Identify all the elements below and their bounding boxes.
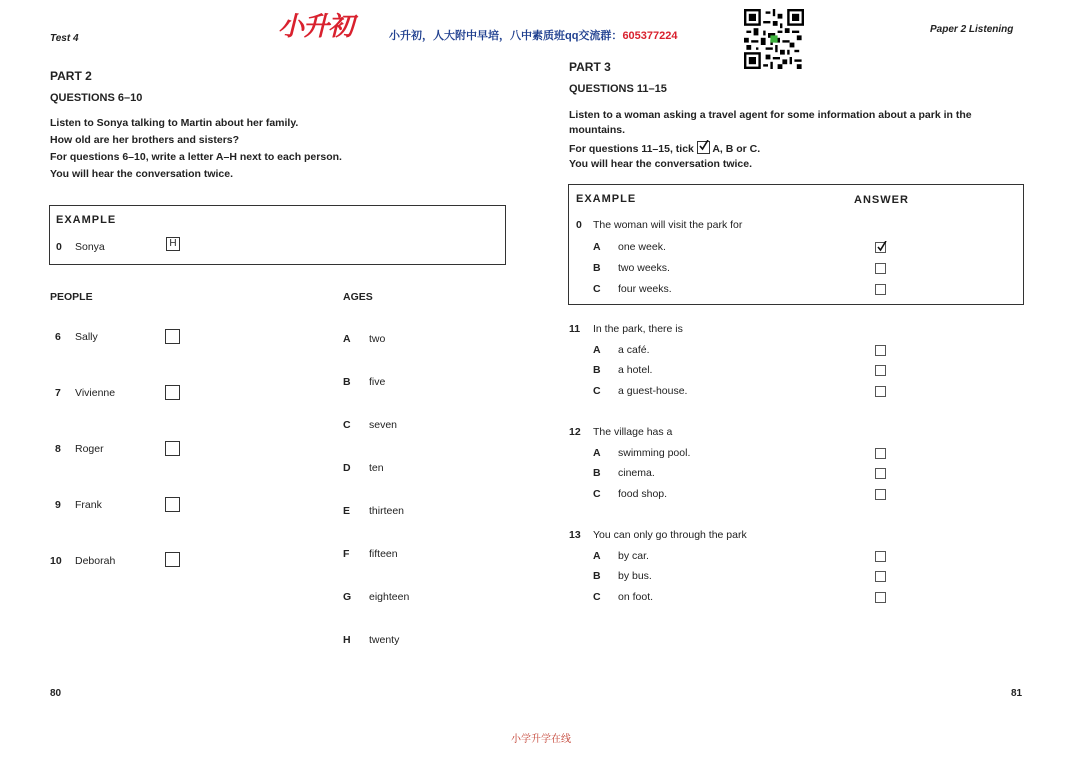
q13-option-b-checkbox[interactable] [875,571,886,582]
option-text: a guest-house. [618,385,688,397]
test-label: Test 4 [50,33,79,44]
option-text: one week. [618,241,666,253]
person-name: Deborah [75,555,116,567]
banner [389,27,678,43]
person-name: Frank [75,499,102,511]
q11-option-c-checkbox[interactable] [875,386,886,397]
option-letter: C [593,591,601,603]
age-letter: G [343,591,352,603]
part-3-title: PART 3 [569,60,611,74]
banner-number: 605377224 [622,30,678,42]
option-text: by car. [618,550,649,562]
person-number: 6 [55,331,61,343]
option-letter: B [593,364,601,376]
answer-box-9[interactable] [165,497,180,512]
age-value: thirteen [369,505,405,517]
age-value: ten [369,462,384,474]
age-letter: A [343,333,351,345]
option-text: swimming pool. [618,447,691,459]
page-number-right: 81 [1011,688,1023,699]
example-title: EXAMPLE [56,214,117,226]
tick-icon [697,141,710,154]
q13-option-c-checkbox[interactable] [875,592,886,603]
instruction-line: Listen to a woman asking a travel agent for some information about a park in the [569,109,972,121]
option-text: on foot. [618,591,654,603]
option-letter: B [593,570,601,582]
q13-option-a-checkbox[interactable] [875,551,886,562]
option-letter: A [593,550,601,562]
example-number: 0 [56,241,62,253]
footer-watermark: 小学升学在线 [511,734,571,745]
instruction-line: How old are her brothers and sisters? [50,134,240,146]
person-number: 9 [55,499,61,511]
instruction-tick-prefix: For questions 11–15, tick [569,143,694,155]
example-check-c [875,284,886,295]
example-number: 0 [576,219,582,231]
option-letter: C [593,488,601,500]
page-number-left: 80 [50,688,62,699]
option-text: cinema. [618,467,655,479]
qr-code [744,8,804,70]
question-text: In the park, there is [593,323,683,335]
example-check-b [875,263,886,274]
option-text: food shop. [618,488,668,500]
option-text: four weeks. [618,283,672,295]
person-number: 10 [50,555,62,567]
age-letter: F [343,548,350,560]
option-text: by bus. [618,570,652,582]
instruction-line: For questions 6–10, write a letter A–H next to each person. [50,151,342,163]
age-letter: E [343,505,351,517]
answer-box-10[interactable] [165,552,180,567]
person-name: Vivienne [75,387,116,399]
option-letter: C [593,385,601,397]
people-header: PEOPLE [50,291,93,303]
q12-option-b-checkbox[interactable] [875,468,886,479]
option-letter: A [593,344,601,356]
age-letter: H [343,634,351,646]
answer-header: ANSWER [854,194,909,206]
instruction-line: Listen to Sonya talking to Martin about her family. [50,117,299,129]
person-number: 7 [55,387,61,399]
option-letter: A [593,241,601,253]
example-answer-box: H [166,237,180,251]
instruction-line: mountains. [569,124,626,136]
age-value: two [369,333,386,345]
option-letter: B [593,262,601,274]
option-letter: C [593,283,601,295]
q12-option-c-checkbox[interactable] [875,489,886,500]
q11-option-b-checkbox[interactable] [875,365,886,376]
age-letter: C [343,419,351,431]
paper-label: Paper 2 Listening [930,24,1014,35]
instruction-line: You will hear the conversation twice. [50,168,234,180]
instruction-tick-suffix: A, B or C. [712,143,761,155]
option-letter: A [593,447,601,459]
instruction-line [569,141,760,155]
question-number: 11 [569,323,581,335]
question-number: 13 [569,529,581,541]
example-check-a [875,242,886,253]
age-value: eighteen [369,591,410,603]
age-letter: D [343,462,351,474]
questions-11-15-title: QUESTIONS 11–15 [569,83,667,95]
questions-6-10-title: QUESTIONS 6–10 [50,92,143,104]
age-value: fifteen [369,548,398,560]
q11-option-a-checkbox[interactable] [875,345,886,356]
example-question: The woman will visit the park for [593,219,743,231]
example-box [49,205,506,265]
question-text: You can only go through the park [593,529,747,541]
option-text: two weeks. [618,262,670,274]
age-letter: B [343,376,351,388]
brand-logo: 小升初 [278,12,354,42]
answer-box-8[interactable] [165,441,180,456]
answer-box-7[interactable] [165,385,180,400]
answer-box-6[interactable] [165,329,180,344]
example-name: Sonya [75,241,105,253]
question-number: 12 [569,426,581,438]
age-value: seven [369,419,398,431]
option-letter: B [593,467,601,479]
person-name: Sally [75,331,98,343]
ages-header: AGES [343,291,373,303]
check-icon [876,241,887,252]
age-value: five [369,376,386,388]
age-value: twenty [369,634,400,646]
example-title-right: EXAMPLE [576,193,637,205]
q12-option-a-checkbox[interactable] [875,448,886,459]
person-number: 8 [55,443,61,455]
banner-text: 小升初，人大附中早培，八中素质班qq交流群： [389,30,623,42]
person-name: Roger [75,443,104,455]
option-text: a café. [618,344,650,356]
instruction-line: You will hear the conversation twice. [569,158,753,170]
option-text: a hotel. [618,364,653,376]
part-2-title: PART 2 [50,69,92,83]
question-text: The village has a [593,426,673,438]
